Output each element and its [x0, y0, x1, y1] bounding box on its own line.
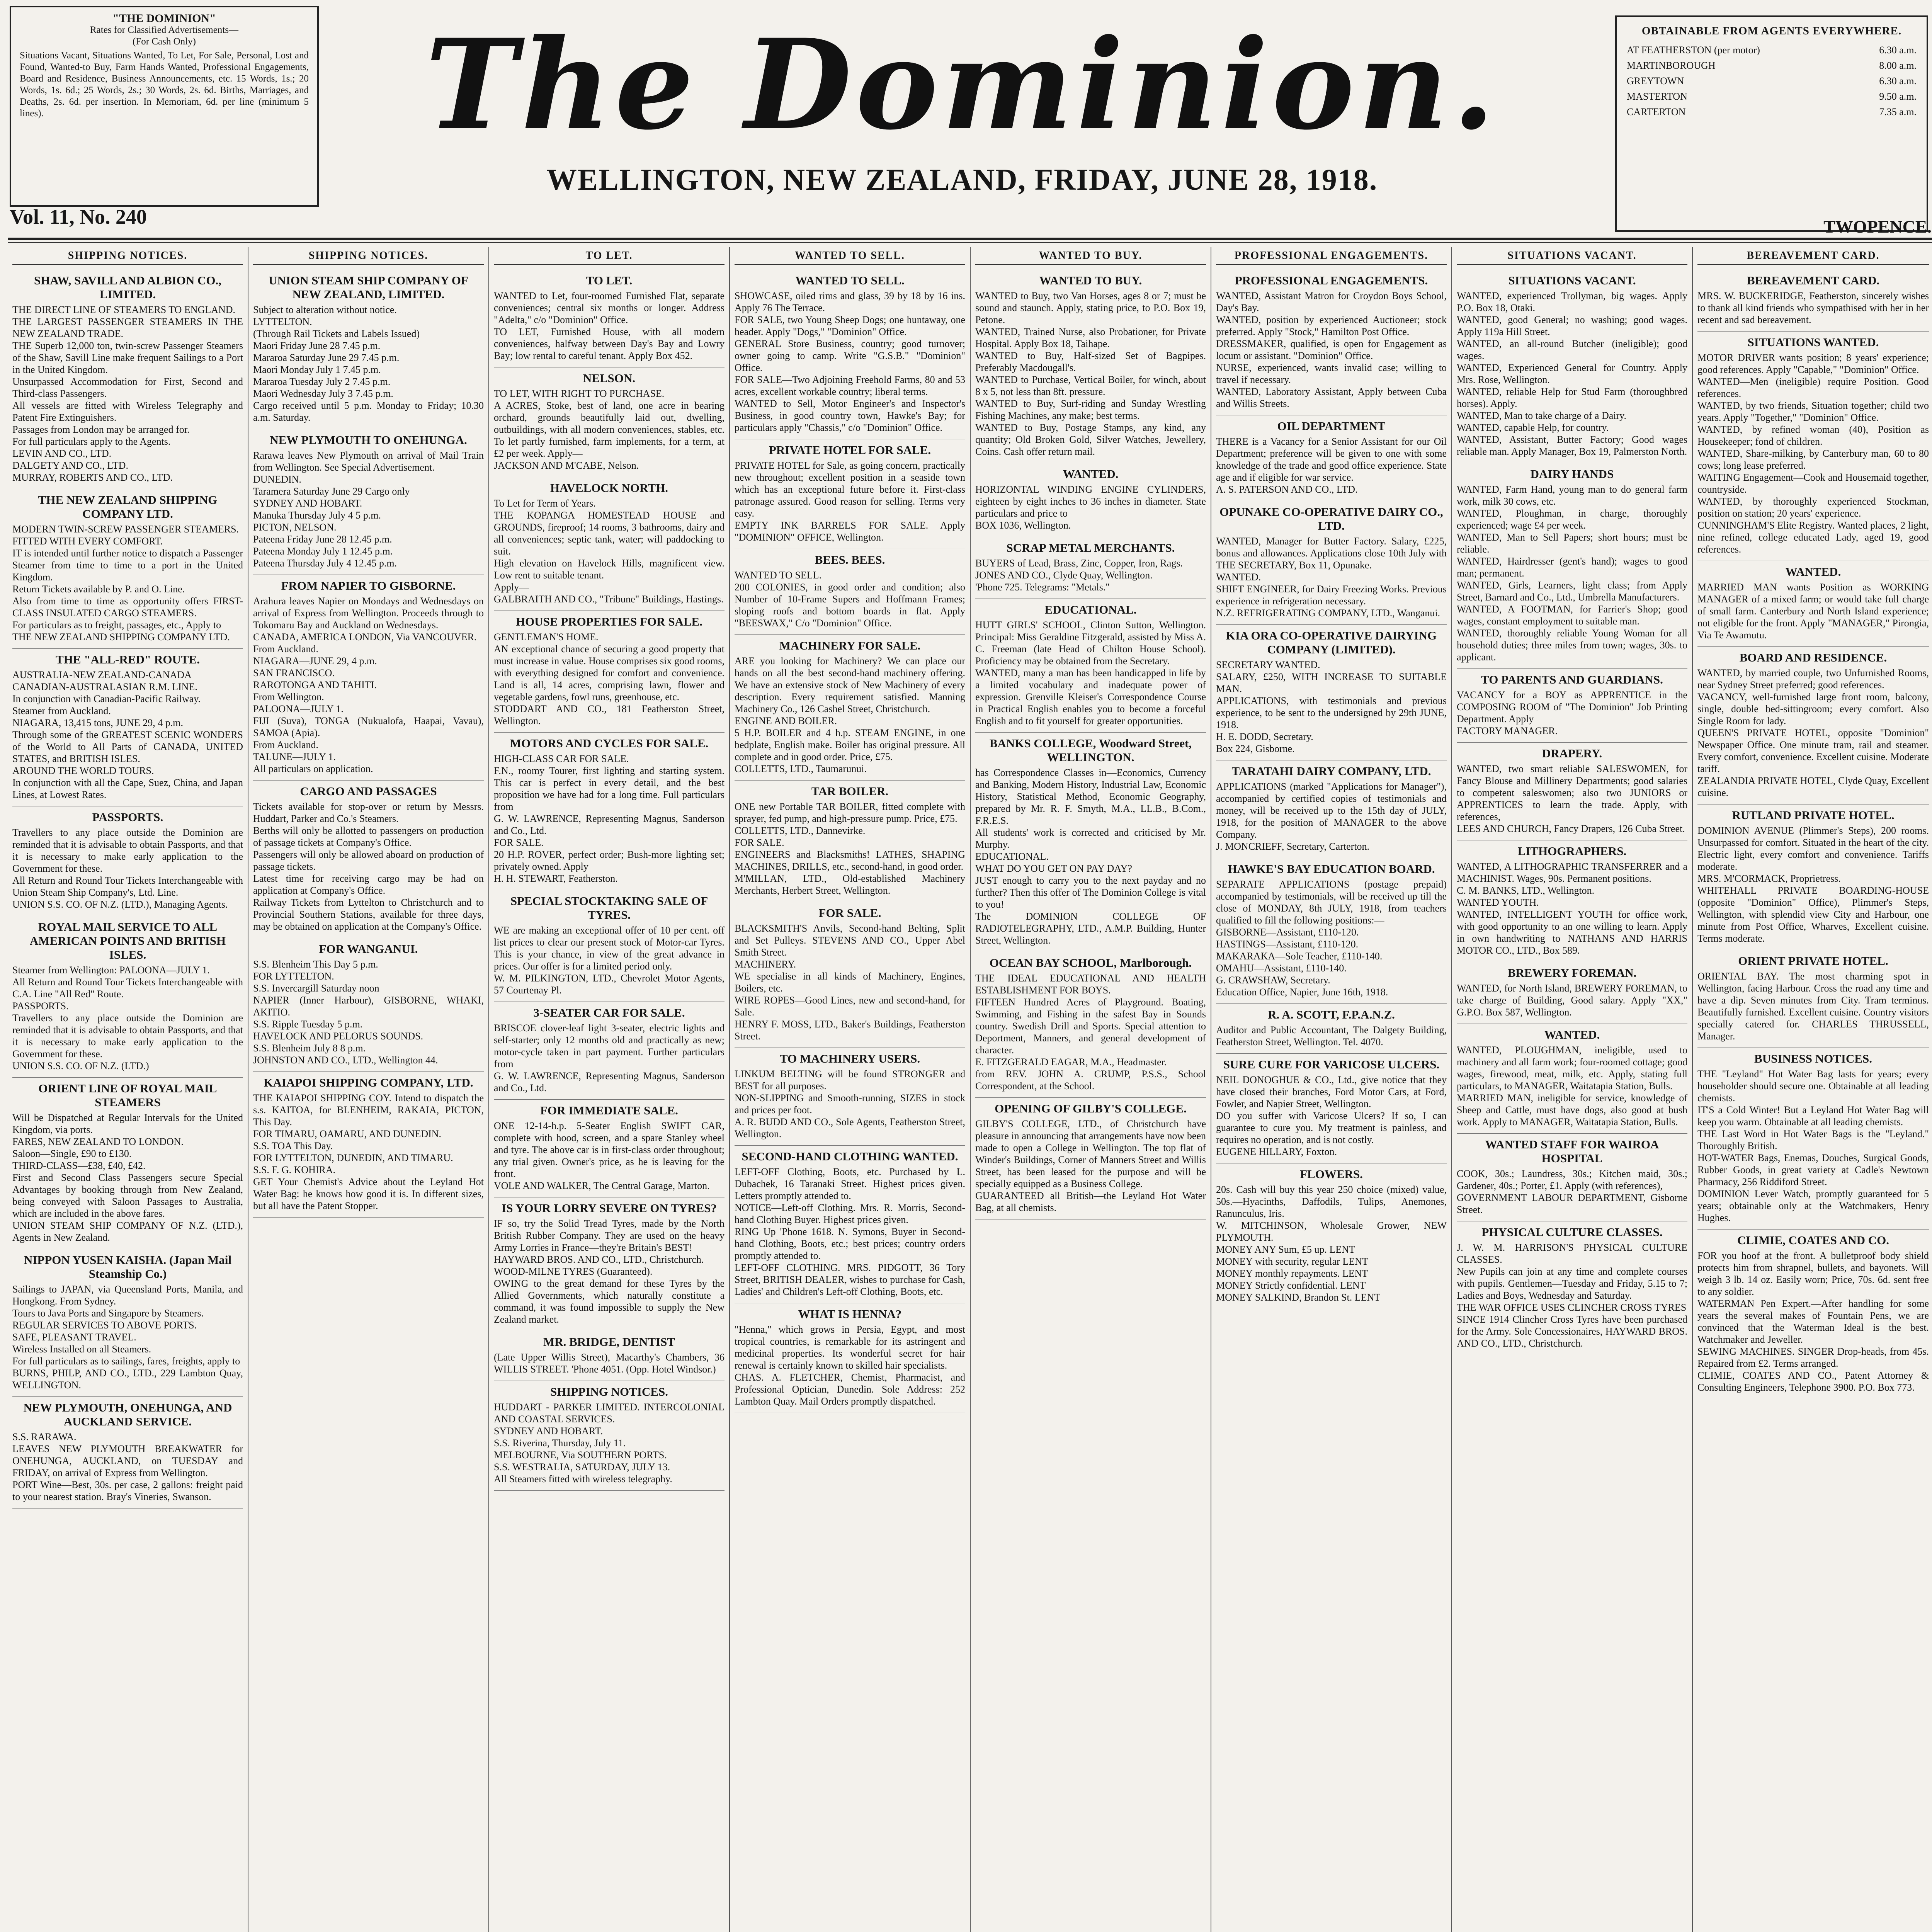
advertisement: [1457, 669, 1687, 743]
advertisement: [494, 270, 724, 367]
advertisement-body: THE KAIAPOI SHIPPING COY. Intend to dispatch the s.s. KAITOA, for BLENHEIM, RAKAIA, PICTON, This Day. FOR TIMARU, OAMARU, AND DUNEDIN. S.S. TOA This Day. FOR LYTTELTON, DUNEDIN, AND TIMARU. S.S. F. G. KOHIRA. GET Your Chemist's Advice about the Leyland Hot Water Bag: he knows how good it is. In different sizes, but all have the Patent Stopper.: [253, 1092, 484, 1211]
advertisement-heading: SITUATIONS WANTED.: [1747, 335, 1879, 349]
advertisement-body: MOTOR DRIVER wants position; 8 years' experience; good references. Apply "Capable," "Dominion" Office. WANTED—Men (ineligible) require Position. Good references. WANTED, by two friends, Situation together; child two years. Apply "Together," "Dominion" Office. WANTED, by refined woman (40), Position as Housekeeper; fond of children. WANTED, Share-milking, by Canterbury man, 60 to 80 cows; long lease preferred. WAITING Engagement—Cook and Housemaid together, countryside. WANTED, by thoroughly experienced Stockman, position on station; 20 years' experience. CUNNINGHAM'S Elite Registry. Wanted places, 2 light, nine refined, college educated Lady, aged 19, good references.: [1697, 352, 1929, 555]
advertisement: [735, 439, 965, 549]
advertisement-body: PRIVATE HOTEL for Sale, as going concern, practically new throughout; excellent position in a seaside town which has an exceptional future before it. First-class patronage assured. Good reason for selling. Terms very easy. EMPTY INK BARRELS FOR SALE. Apply "DOMINION" OFFICE, Wellington.: [735, 460, 965, 543]
advertisement-body: ONE new Portable TAR BOILER, fitted complete with sprayer, fed pump, and high-pressure pump. Price, £75. COLLETTS, LTD., Dannevirke. FOR SALE. ENGINEERS and Blacksmiths! LATHES, SHAPING MACHINES, DRILLS, etc., second-hand, in good order. M'MILLAN, LTD., Old-established Machinery Merchants, Herbert Street, Wellington.: [735, 801, 965, 896]
obtainable-row: [1627, 73, 1917, 89]
column-heading: WANTED TO SELL.: [735, 247, 965, 265]
advertisement: [975, 952, 1206, 1098]
rates-body: Situations Vacant, Situations Wanted, To Let, For Sale, Personal, Lost and Found, Wanted-to Buy, Farm Hands Wanted, Professional Engagements, Board and Residence, Business Announcements, etc. 15 Words, 1s.; 20 Words, 1s. 6d.; 25 Words, 2s.; 30 Words, 2s. 6d. Births, Marriages, and Deaths, 2s. 6d. per insertion. In Memoriam, 6d. per line (minimum 5 lines).: [20, 50, 309, 119]
advertisement-body: Auditor and Public Accountant, The Dalgety Building, Featherston Street, Wellington. Tel. 4070.: [1216, 1024, 1447, 1048]
advertisement-body: Will be Dispatched at Regular Intervals for the United Kingdom, via ports. FARES, NEW ZEALAND TO LONDON. Saloon—Single, £90 to £130. THIRD-CLASS—£38, £40, £42. First and Second Class Passengers secure Special Advantages by booking through from New Zealand, being conveyed with Saloon Passages to Australia, which are included in the above fares. UNION STEAM SHIP COMPANY OF N.Z. (LTD.), Agents in New Zealand.: [12, 1112, 243, 1243]
advertisement-heading: NEW PLYMOUTH TO ONEHUNGA.: [270, 433, 467, 447]
obtainable-row: [1627, 104, 1917, 120]
column-8: [1693, 247, 1932, 1932]
column-4: [730, 247, 971, 1932]
advertisement-body: S.S. Blenheim This Day 5 p.m. FOR LYTTELTON. S.S. Invercargill Saturday noon NAPIER (Inner Harbour), GISBORNE, WHAKI, AKITIO. S.S. Ripple Tuesday 5 p.m. HAVELOCK AND PELORUS SOUNDS. S.S. Blenheim July 8 8 p.m. JOHNSTON AND CO., LTD., Wellington 44.: [253, 959, 484, 1066]
advertisement: [1216, 1163, 1447, 1309]
advertisement-body: "Henna," which grows in Persia, Egypt, and most tropical countries, is remarkable for its astringent and medicinal properties. Its wonderful secret for hair renewal is certainly known to skilled hair specialists. CHAS. A. FLETCHER, Chemist, Pharmacist, and Professional Optician, Dunedin. Sole Address: 252 Lambton Quay. Mail Orders promptly dispatched.: [735, 1324, 965, 1407]
advertisement-heading: SURE CURE FOR VARICOSE ULCERS.: [1223, 1058, 1440, 1071]
obtainable-place: GREYTOWN: [1627, 75, 1684, 87]
advertisement: [1697, 270, 1929, 332]
advertisement-heading: BEES. BEES.: [815, 553, 885, 566]
advertisement: [494, 1197, 724, 1331]
advertisement-heading: WANTED.: [1063, 467, 1119, 481]
advertisement-heading: OPUNAKE CO-OPERATIVE DAIRY CO., LTD.: [1219, 505, 1443, 532]
advertisement-heading: MR. BRIDGE, DENTIST: [543, 1335, 675, 1349]
advertisement: [1457, 1221, 1687, 1355]
advertisement: [494, 477, 724, 611]
advertisement-heading: BREWERY FOREMAN.: [1507, 966, 1637, 980]
column-heading: BEREAVEMENT CARD.: [1697, 247, 1929, 265]
obtainable-time: 6.30 a.m.: [1879, 44, 1917, 56]
advertisement: [494, 1331, 724, 1381]
advertisement: [12, 916, 243, 1078]
advertisement: [1216, 760, 1447, 858]
advertisement-heading: FOR WANGANUI.: [319, 942, 418, 956]
advertisement-heading: TAR BOILER.: [811, 784, 889, 798]
advertisement-body: J. W. M. HARRISON'S PHYSICAL CULTURE CLASSES. New Pupils can join at any time and complete courses with pupils. Gentlemen—Tuesday and Friday, 5.15 to 7; Ladies and Boys, Wednesday and Saturday. THE WAR OFFICE USES CLINCHER CROSS TYRES SINCE 1914 Clincher Cross Tyres have been purchased for the Army. Sole Concessionaires, HAYWARD BROS. AND CO., LTD., Christchurch.: [1457, 1242, 1687, 1349]
advertisement: [735, 549, 965, 635]
advertisement-heading: UNION STEAM SHIP COMPANY OF NEW ZEALAND, LIMITED.: [269, 274, 468, 301]
advertisement-body: MODERN TWIN-SCREW PASSENGER STEAMERS. FITTED WITH EVERY COMFORT. IT is intended until further notice to dispatch a Passenger Steamer from time to time to a port in the United Kingdom. Return Tickets available by P. and O. Line. Also from time to time as opportunity offers FIRST-CLASS INSULATED CARGO STEAMERS. For particulars as to freight, passages, etc., Apply to THE NEW ZEALAND SHIPPING COMPANY LTD.: [12, 524, 243, 643]
column-heading: SHIPPING NOTICES.: [253, 247, 484, 265]
advertisement: [735, 1146, 965, 1303]
advertisement-body: MRS. W. BUCKERIDGE, Featherston, sincerely wishes to thank all kind friends who sympathised with her in her recent and sad bereavement.: [1697, 290, 1929, 325]
advertisement-body: COOK, 30s.; Laundress, 30s.; Kitchen maid, 30s.; Gardener, 40s.; Porter, £1. Apply (with references), GOVERNMENT LABOUR DEPARTMENT, Gisborne Street.: [1457, 1168, 1687, 1215]
advertisement: [1216, 625, 1447, 760]
advertisement-heading: RUTLAND PRIVATE HOTEL.: [1732, 808, 1895, 822]
advertisement: [1457, 840, 1687, 962]
advertisement-heading: 3-SEATER CAR FOR SALE.: [533, 1006, 685, 1019]
advertisement-body: THERE is a Vacancy for a Senior Assistant for our Oil Department; preference will be given to one with some knowledge of the trade and good office experience. State age and if eligible for war service. A. S. PATERSON AND CO., LTD.: [1216, 436, 1447, 495]
advertisement: [735, 1303, 965, 1413]
advertisement-heading: THE "ALL-RED" ROUTE.: [56, 653, 200, 666]
column-5: [971, 247, 1211, 1932]
advertisement-body: Rarawa leaves New Plymouth on arrival of Mail Train from Wellington. See Special Advertisement. DUNEDIN. Taramera Saturday June 29 Cargo only SYDNEY AND HOBART. Manuka Thursday July 4 5 p.m. PICTON, NELSON. Pateena Friday June 28 12.45 p.m. Pateena Monday July 1 12.45 p.m. Pateena Thursday July 4 12.45 p.m.: [253, 450, 484, 569]
advertisement-heading: ROYAL MAIL SERVICE TO ALL AMERICAN POINTS AND BRITISH ISLES.: [29, 920, 226, 961]
advertisement: [735, 270, 965, 439]
obtainable-title: OBTAINABLE FROM AGENTS EVERYWHERE.: [1641, 25, 1902, 37]
advertisement-body: GENTLEMAN'S HOME. AN exceptional chance of securing a good property that must increase in value. House comprises six good rooms, with everything designed for comfort and convenience. Land is all, 14 acres, comprising lawn, flower and vegetable gardens, fowl runs, greenhouse, etc. STODDART AND CO., 181 Featherston Street, Wellington.: [494, 631, 724, 726]
advertisement-body: SHOWCASE, oiled rims and glass, 39 by 18 by 16 ins. Apply 76 The Terrace. FOR SALE, two Young Sheep Dogs; one huntaway, one header. Apply "Dogs," "Dominion" Office. GENERAL Store Business, country; good turnover; owner going to camp. Write "G.S.B." "Dominion" Office. FOR SALE—Two Adjoining Freehold Farms, 80 and 53 acres, excellent workable country; liberal terms. WANTED to Sell, Motor Engineer's and Inspector's Business, in good country town, Hawke's Bay; for particulars apply "Chassis," c/o "Dominion" Office.: [735, 290, 965, 433]
advertisement: [735, 902, 965, 1048]
volume-number: Vol. 11, No. 240: [10, 205, 147, 228]
advertisement-body: WANTED, A LITHOGRAPHIC TRANSFERRER and a MACHINIST. Wages, 90s. Permanent positions. C. M. BANKS, LTD., Wellington. WANTED YOUTH. WANTED, INTELLIGENT YOUTH for office work, with good opportunity to an one willing to learn. Apply in own handwriting to NATHANS AND HARRIS MOTOR CO., LTD., Box 589.: [1457, 861, 1687, 956]
advertisement-heading: TO PARENTS AND GUARDIANS.: [1481, 673, 1663, 686]
advertisement-heading: NEW PLYMOUTH, ONEHUNGA, AND AUCKLAND SERVICE.: [23, 1401, 232, 1428]
advertisement-body: WANTED, by married couple, two Unfurnished Rooms, near Sydney Street preferred; good references. VACANCY, well-furnished large front room, balcony, single, double bed-sittingroom; every comfort. Also Single Room for lady. QUEEN'S PRIVATE HOTEL, opposite "Dominion" Newspaper Office. One minute tram, rail and steamer. Every comfort, convenience. Excellent cuisine. Moderate tariff. ZEALANDIA PRIVATE HOTEL, Clyde Quay, Excellent cuisine.: [1697, 667, 1929, 798]
advertisement-heading: HAWKE'S BAY EDUCATION BOARD.: [1228, 862, 1435, 876]
rates-subtitle: Rates for Classified Advertisements—: [90, 25, 238, 35]
advertisement-body: WANTED, Farm Hand, young man to do general farm work, milk 30 cows, etc. WANTED, Ploughman, in charge, thoroughly experienced; wage £4 per week. WANTED, Man to Sell Papers; short hours; must be reliable. WANTED, Hairdresser (gent's hand); wages to good man; permanent. WANTED, Girls, Learners, light class; from Apply Street, Barnard and Co., Ltd., Umbrella Manufacturers. WANTED, A FOOTMAN, for Farrier's Shop; good wages, constant employment to suitable man. WANTED, thoroughly reliable Young Woman for all household duties; three miles from town; wages, 30s. to applicant.: [1457, 484, 1687, 663]
advertisement-body: DOMINION AVENUE (Plimmer's Steps), 200 rooms. Unsurpassed for comfort. Situated in the heart of the city. Electric light, every comfort and convenience. Tariffs moderate. MRS. M'CORMACK, Proprietress. WHITEHALL PRIVATE BOARDING-HOUSE (opposite "Dominion" Office), Plimmer's Steps, Wellington, with splendid view City and Harbour, one minute from Post Office, Wharves, Excellent cuisine. Terms moderate.: [1697, 825, 1929, 944]
advertisement-body: VACANCY for a BOY as APPRENTICE in the COMPOSING ROOM of "The Dominion" Job Printing Department. Apply FACTORY MANAGER.: [1457, 689, 1687, 736]
advertisement-heading: DRAPERY.: [1542, 747, 1602, 760]
dateline: WELLINGTON, NEW ZEALAND, FRIDAY, JUNE 28, 1918.: [546, 163, 1378, 196]
advertisement-heading: FLOWERS.: [1300, 1167, 1363, 1181]
advertisement: [253, 781, 484, 938]
advertisement-heading: KIA ORA CO-OPERATIVE DAIRYING COMPANY (LIMITED).: [1226, 629, 1437, 656]
advertisement-body: WANTED, for North Island, BREWERY FOREMAN, to take charge of Building, Good salary. Apply "XX," G.P.O. Box 587, Wellington.: [1457, 983, 1687, 1018]
advertisement: [253, 429, 484, 575]
advertisement: [975, 1098, 1206, 1219]
advertisement-heading: SHIPPING NOTICES.: [550, 1385, 668, 1398]
obtainable-row: [1627, 58, 1917, 73]
advertisement: [12, 649, 243, 806]
obtainable-place: MASTERTON: [1627, 91, 1687, 102]
advertisement-heading: SITUATIONS VACANT.: [1508, 274, 1636, 287]
masthead-rule-thin: [8, 242, 1932, 243]
advertisement: [1697, 1048, 1929, 1230]
advertisement-body: BUYERS of Lead, Brass, Zinc, Copper, Iron, Rags. JONES AND CO., Clyde Quay, Wellington. 'Phone 725. Telegrams: "Metals.": [975, 558, 1183, 593]
advertisement-heading: TO LET.: [586, 274, 633, 287]
obtainable-row: [1627, 89, 1917, 104]
advertisement-body: THE "Leyland" Hot Water Bag lasts for years; every householder should secure one. Obtainable at all leading chemists. IT'S a Cold Winter! But a Leyland Hot Water Bag will keep you warm. Obtainable at all leading chemists. THE Last Word in Hot Water Bags is the "Leyland." Thoroughly British. HOT-WATER Bags, Enemas, Douches, Surgical Goods, Rubber Goods, in great variety at Cadle's Newtown Pharmacy, 256 Riddiford Street. DOMINION Lever Watch, promptly guaranteed for 5 years; obtainable only at the Watchmakers, Henry Hughes.: [1697, 1068, 1929, 1223]
advertisement-body: MARRIED MAN wants Position as WORKING MANAGER of a mixed farm; or would take full charge of small farm. Canterbury and North Island experience; not eligible for the front. Apply "MANAGER," Pirongia, Via Te Awamutu.: [1697, 582, 1929, 641]
advertisement-body: To Let for Term of Years. THE KOPANGA HOMESTEAD HOUSE and GROUNDS, fireproof; 14 rooms, 3 bathrooms, dairy and all conveniences; septic tank, water; will paddocking to suit. High elevation on Havelock Hills, magnificent view. Low rent to suitable tenant. Apply— GALBRAITH AND CO., "Tribune" Buildings, Hastings.: [494, 498, 724, 605]
advertisement-body: IF so, try the Solid Tread Tyres, made by the North British Rubber Company. They are used on the heavy Army Lorries in France—they're Britain's BEST! HAYWARD BROS. AND CO., LTD., Christchurch. WOOD-MILNE TYRES (Guaranteed). OWING to the great demand for these Tyres by the Allied Governments, which naturally constitute a command, it was found impossible to supply the New Zealand market.: [494, 1218, 724, 1325]
advertisement-heading: OCEAN BAY SCHOOL, Marlborough.: [989, 956, 1192, 969]
advertisement-body: ORIENTAL BAY. The most charming spot in Wellington, facing Harbour. Cross the road any time and have a dip. Seven minutes from City. Tram terminus. Beautifully furnished. Excellent cuisine. Country visitors specially catered for. CHARLES THRUSSELL, Manager.: [1697, 971, 1929, 1042]
obtainable-row: [1627, 43, 1917, 58]
column-7: [1452, 247, 1693, 1932]
advertisement-heading: SECOND-HAND CLOTHING WANTED.: [742, 1150, 958, 1163]
advertisement: [253, 575, 484, 781]
advertisement: [494, 890, 724, 1002]
advertisement: [1216, 1054, 1447, 1163]
advertisement-heading: BEREAVEMENT CARD.: [1747, 274, 1880, 287]
column-2: [248, 247, 489, 1932]
advertisement-heading: WANTED.: [1785, 565, 1841, 578]
advertisement-heading: FOR SALE.: [818, 906, 881, 920]
advertisement-heading: LITHOGRAPHERS.: [1517, 844, 1627, 858]
advertisement-heading: WANTED TO SELL.: [795, 274, 905, 287]
advertisement-heading: BANKS COLLEGE, Woodward Street, WELLINGTON.: [989, 736, 1192, 764]
obtainable-time: 7.35 a.m.: [1879, 106, 1917, 117]
columns-container: [8, 247, 1932, 1932]
advertisement: [1216, 1004, 1447, 1054]
advertisement-heading: FROM NAPIER TO GISBORNE.: [281, 579, 456, 592]
advertisement-body: WANTED to Let, four-roomed Furnished Flat, separate conveniences; central six months or longer. Address "Adelta," c/o "Dominion" Office. TO LET, Furnished House, with all modern conveniences, halfway between Day's Bay and Lowry Bay; low rental to careful tenant. Apply Box 452.: [494, 290, 724, 361]
advertisement-body: SECRETARY WANTED. SALARY, £250, WITH INCREASE TO SUITABLE MAN. APPLICATIONS, with testimonials and previous experience, to be sent to the undersigned by 29th JUNE, 1918. H. E. DODD, Secretary. Box 224, Gisborne.: [1216, 659, 1447, 754]
advertisement-body: TO LET, WITH RIGHT TO PURCHASE. A ACRES, Stoke, best of land, one acre in bearing orchard, grounds beautifully laid out, dwelling, outbuildings, with all modern conveniences, stables, etc. To let partly furnished, farm implements, for a term, at £2 per week. Apply— JACKSON AND M'CABE, Nelson.: [494, 388, 724, 471]
advertisement-body: WE are making an exceptional offer of 10 per cent. off list prices to clear our present stock of Motor-car Tyres. This is your chance, in view of the great advance in prices. Our offer is for a limited period only. W. M. PILKINGTON, LTD., Chevrolet Motor Agents, 57 Courtenay Pl.: [494, 925, 724, 996]
advertisement: [494, 1002, 724, 1100]
advertisement-body: GILBY'S COLLEGE, LTD., of Christchurch have pleasure in announcing that arrangements have now been made to open a College in Wellington. The top flat of Winder's Buildings, Corner of Manners Street and Willis Street, has been leased for the purpose and will be specially equipped as a Business College. GUARANTEED all British—the Leyland Hot Water Bag, at all chemists.: [975, 1118, 1206, 1213]
advertisement-heading: BUSINESS NOTICES.: [1754, 1052, 1872, 1065]
advertisement: [735, 781, 965, 902]
advertisement-body: HUTT GIRLS' SCHOOL, Clinton Sutton, Wellington. Principal: Miss Geraldine Fitzgerald, assisted by Miss A. C. Freeman (late Head of Chilton House School). Proficiency may be obtained from the Secretary. WANTED, many a man has been handicapped in life by a limited vocabulary and inadequate power of expression. Grenville Kleiser's Correspondence Course in Practical English enables you to become a forceful English and to fit yourself for greater opportunities.: [975, 619, 1206, 726]
rates-title: "THE DOMINION": [112, 12, 216, 25]
advertisement-heading: FOR IMMEDIATE SALE.: [540, 1104, 678, 1117]
advertisement: [12, 1249, 243, 1397]
advertisement-body: FOR you hoof at the front. A bulletproof body shield protects him from shrapnel, bullets, and bayonets. Will weigh 3 lb. 14 oz. Easily worn; Price, 70s. 6d. sent free to any soldier. WATERMAN Pen Expert.—After handling for some years the several makes of Fountain Pens, we are convinced that the Waterman Ideal is the best. Watchmaker and Jeweller. SEWING MACHINES. SINGER Drop-heads, from 45s. Repaired from £2. Terms arranged. CLIMIE, COATES AND CO., Patent Attorney & Consulting Engineers, Telephone 3900. P.O. Box 773.: [1697, 1250, 1929, 1393]
masthead-rule: [8, 238, 1932, 240]
advertisement-body: WANTED, PLOUGHMAN, ineligible, used to machinery and all farm work; four-roomed cottage; good wages, firewood, meat, milk, etc. Apply, stating full particulars, to MANAGER, Waitatapia Station, Bulls. MARRIED MAN, ineligible for service, knowledge of Sheep and Cattle, must have dogs, also good at bush work. Apply to MANAGER, Waitatapia Station, Bulls.: [1457, 1044, 1687, 1128]
advertisement-heading: THE NEW ZEALAND SHIPPING COMPANY LTD.: [38, 493, 218, 520]
advertisement-body: Travellers to any place outside the Dominion are reminded that it is advisable to obtain Passports, and that it is necessary to make early application to the Government for these. All Return and Round Tour Tickets Interchangeable with Union Steam Ship Company's, Ltd. Line. UNION S.S. CO. OF N.Z. (LTD.), Managing Agents.: [12, 827, 243, 910]
advertisement-heading: CLIMIE, COATES AND CO.: [1737, 1233, 1889, 1247]
advertisement: [1697, 332, 1929, 561]
advertisement-heading: MOTORS AND CYCLES FOR SALE.: [510, 736, 709, 750]
advertisement-body: WANTED, Manager for Butter Factory. Salary, £225, bonus and allowances. Applications close 10th July with THE SECRETARY, Box 11, Opunake. WANTED. SHIFT ENGINEER, for Dairy Freezing Works. Previous experience in refrigeration necessary. N.Z. REFRIGERATING COMPANY, LTD., Wanganui.: [1216, 536, 1447, 619]
advertisement-body: HORIZONTAL WINDING ENGINE CYLINDERS, eighteen by eight inches to 36 inches in diameter. State particulars and price to BOX 1036, Wellington.: [975, 484, 1206, 531]
advertisement-heading: EDUCATIONAL.: [1044, 603, 1137, 616]
advertisement-body: Subject to alteration without notice. LYTTELTON. (Through Rail Tickets and Labels Issued) Maori Friday June 28 7.45 p.m. Mararoa Saturday June 29 7.45 p.m. Maori Monday July 1 7.45 p.m. Mararoa Tuesday July 2 7.45 p.m. Maori Wednesday July 3 7.45 p.m. Cargo received until 5 p.m. Monday to Friday; 10.30 a.m. Saturday.: [253, 304, 484, 423]
advertisement: [1457, 962, 1687, 1024]
advertisement-body: LINKUM BELTING will be found STRONGER and BEST for all purposes. NON-SLIPPING and Smooth-running, SIZES in stock and prices per foot. A. R. BUDD AND CO., Sole Agents, Featherston Street, Wellington.: [735, 1068, 965, 1139]
advertisement-heading: NIPPON YUSEN KAISHA. (Japan Mail Steamship Co.): [24, 1253, 232, 1281]
advertisement: [1216, 858, 1447, 1004]
obtainable-place: MARTINBOROUGH: [1627, 60, 1716, 71]
advertisement: [253, 938, 484, 1072]
advertisement-body: HUDDART - PARKER LIMITED. INTERCOLONIAL AND COASTAL SERVICES. SYDNEY AND HOBART. S.S. Riverina, Thursday, July 11. MELBOURNE, Via SOUTHERN PORTS. S.S. WESTRALIA, SATURDAY, JULY 13. All Steamers fitted with wireless telegraphy.: [494, 1401, 724, 1485]
advertisement: [494, 733, 724, 890]
advertisement: [975, 733, 1206, 952]
obtainable-time: 6.30 a.m.: [1879, 75, 1917, 87]
advertisement-heading: OIL DEPARTMENT: [1277, 419, 1386, 433]
advertisement-body: 20s. Cash will buy this year 250 choice (mixed) value, 50s.—Hyacinths, Daffodils, Tulips, Anemones, Ranunculus, Iris. W. MITCHINSON, Wholesale Grower, NEW PLYMOUTH. MONEY ANY Sum, £5 up. LENT MONEY with security, regular LENT MONEY monthly repayments. LENT MONEY Strictly confidential. LENT MONEY SALKIND, Brandon St. LENT: [1216, 1184, 1447, 1303]
advertisement-body: Sailings to JAPAN, via Queensland Ports, Manila, and Hongkong. From Sydney. Tours to Java Ports and Singapore by Steamers. REGULAR SERVICES TO ABOVE PORTS. SAFE, PLEASANT TRAVEL. Wireless Installed on all Steamers. For full particulars as to sailings, fares, freights, apply to BURNS, PHILP, AND CO., LTD., 229 Lambton Quay, WELLINGTON.: [12, 1284, 243, 1391]
advertisement-body: ONE 12-14-h.p. 5-Seater English SWIFT CAR, complete with hood, screen, and a spare Stanley wheel and tyre. The above car is in first-class order throughout; any trial given. Owner's price, as he is leaving for the front. VOLE AND WALKER, The Central Garage, Marton.: [494, 1120, 724, 1191]
advertisement-heading: ORIENT PRIVATE HOTEL.: [1738, 954, 1888, 968]
obtainable-time: 8.00 a.m.: [1879, 60, 1917, 71]
obtainable-time: 9.50 a.m.: [1879, 91, 1917, 102]
column-heading: TO LET.: [494, 247, 724, 265]
advertisement-heading: WANTED STAFF FOR WAIROA HOSPITAL: [1485, 1138, 1659, 1165]
advertisement-body: ARE you looking for Machinery? We can place our hands on all the best second-hand machinery offering. We have an extensive stock of New Machinery of every description. Every requirement satisfied. Manning Machinery Co., 126 Cashel Street, Christchurch. ENGINE AND BOILER. 5 H.P. BOILER and 4 h.p. STEAM ENGINE, in one bedplate, English make. Boiler has original pressure. All complete and in good order. Price, £75. COLLETTS, LTD., Taumarunui.: [735, 655, 965, 774]
newspaper-title: The Dominion.: [425, 12, 1499, 157]
advertisement-body: BRISCOE clover-leaf light 3-seater, electric lights and self-starter; only 12 months old and practically as new; motor-cycle taken in part payment. Further particulars from G. W. LAWRENCE, Representing Magnus, Sanderson and Co., Ltd.: [494, 1022, 724, 1094]
advertisement: [1457, 743, 1687, 840]
advertisement-body: SEPARATE APPLICATIONS (postage prepaid) accompanied by testimonials, will be received up till the close of MONDAY, 8th JULY, 1918, from teachers qualified to fill the following positions:— GISBORNE—Assistant, £110-120. HASTINGS—Assistant, £110-120. MAKARAKA—Sole Teacher, £110-140. OMAHU—Assistant, £110-140. G. CRAWSHAW, Secretary. Education Office, Napier, June 16th, 1918.: [1216, 879, 1447, 998]
advertisement-body: APPLICATIONS (marked "Applications for Manager"), accompanied by certified copies of testimonials and money, will be received up to the 15th day of JULY, 1918, for the position of MANAGER to the above Company. J. MONCRIEFF, Secretary, Carterton.: [1216, 781, 1447, 852]
advertisement-body: WANTED TO SELL. 200 COLONIES, in good order and condition; also Number of 10-Frame Supers and Hoffmann Frames; sloping roofs and bottom boards in flat. Apply "BEESWAX," C/o "Dominion" Office.: [735, 570, 965, 629]
advertisement-body: THE DIRECT LINE OF STEAMERS TO ENGLAND. THE LARGEST PASSENGER STEAMERS IN THE NEW ZEALAND TRADE. THE Superb 12,000 ton, twin-screw Passenger Steamers of the Shaw, Savill Line make frequent Sailings to a Port in the United Kingdom. Unsurpassed Accommodation for First, Second and Third-class Passengers. All vessels are fitted with Wireless Telegraphy and Patent Fire Extinguishers. Passages from London may be arranged for. For full particulars apply to the Agents. LEVIN AND CO., LTD. DALGETY AND CO., LTD. MURRAY, ROBERTS AND CO., LTD.: [12, 304, 243, 483]
advertisement: [1457, 463, 1687, 669]
advertisement: [975, 463, 1206, 537]
obtainable-list: [1627, 43, 1917, 120]
column-3: [489, 247, 730, 1932]
advertisement-heading: HOUSE PROPERTIES FOR SALE.: [516, 615, 702, 628]
rates-cash-note: (For Cash Only): [133, 36, 196, 47]
advertisement: [975, 537, 1206, 599]
advertisement-heading: WANTED TO BUY.: [1039, 274, 1142, 287]
column-6: [1211, 247, 1452, 1932]
advertisement-heading: BOARD AND RESIDENCE.: [1739, 651, 1887, 664]
advertisement-heading: IS YOUR LORRY SEVERE ON TYRES?: [502, 1201, 717, 1215]
classified-rates-box: [10, 6, 319, 207]
column-heading: SITUATIONS VACANT.: [1457, 247, 1687, 265]
advertisement-heading: HAVELOCK NORTH.: [550, 481, 668, 495]
column-heading: PROFESSIONAL ENGAGEMENTS.: [1216, 247, 1447, 265]
advertisement-body: Steamer from Wellington: PALOONA—JULY 1. All Return and Round Tour Tickets Interchangeable with C.A. Line "All Red" Route. PASSPORTS. Travellers to any place outside the Dominion are reminded that it is advisable to obtain Passports, and that it is necessary to make early application to the Government for these. UNION S.S. CO. OF N.Z. (LTD.): [12, 964, 243, 1071]
advertisement-heading: WHAT IS HENNA?: [798, 1307, 902, 1321]
advertisement: [975, 270, 1206, 463]
advertisement: [494, 1381, 724, 1491]
advertisement: [494, 1100, 724, 1197]
advertisement-body: WANTED, two smart reliable SALESWOMEN, for Fancy Blouse and Millinery Departments; good salaries to competent saleswomen; also two JUNIORS or APPRENTICES to learn the trade. Apply, with references, LEES AND CHURCH, Fancy Drapers, 126 Cuba Street.: [1457, 763, 1687, 834]
advertisement-body: S.S. RARAWA. LEAVES NEW PLYMOUTH BREAKWATER for ONEHUNGA, AUCKLAND, on TUESDAY and FRIDAY, on arrival of Express from Wellington. PORT Wine—Best, 30s. per case, 2 gallons: freight paid to your nearest station. Bray's Vineries, Swanson.: [12, 1431, 243, 1502]
advertisement-body: NEIL DONOGHUE & CO., Ltd., give notice that they have closed their branches, Ford Motor Cars, at Ford, Fowler, and Napier Street, Wellington. DO you suffer with Varicose Ulcers? If so, I can guarantee to cure you. My treatment is painless, and requires no operation, and is not costly. EUGENE HILLARY, Foxton.: [1216, 1074, 1447, 1157]
advertisement-heading: R. A. SCOTT, F.P.A.N.Z.: [1268, 1008, 1395, 1021]
advertisement: [735, 635, 965, 781]
advertisement: [1697, 561, 1929, 647]
advertisement-body: WANTED to Buy, two Van Horses, ages 8 or 7; must be sound and staunch. Apply, stating price, to P.O. Box 19, Petone. WANTED, Trained Nurse, also Probationer, for Private Hospital. Apply Box 18, Taihape. WANTED to Buy, Half-sized Set of Bagpipes. Preferably Macdougall's. WANTED to Purchase, Vertical Boiler, for winch, about 8 x 5, not less than 8ft. pressure. WANTED to Buy, Surf-riding and Sunday Wrestling Fishing Machines, any make; best terms. WANTED to Buy, Postage Stamps, any kind, any quantity; Old Broken Gold, Silver Watches, Jewellery, Coins. Cash offer return mail.: [975, 290, 1206, 457]
advertisement: [1697, 647, 1929, 804]
advertisement: [1216, 270, 1447, 415]
advertisement: [12, 1397, 243, 1509]
advertisement-heading: NELSON.: [583, 371, 636, 385]
advertisement: [12, 806, 243, 916]
advertisement-body: has Correspondence Classes in—Economics, Currency and Banking, Modern History, Industrial Law, Economic History, Statistical Method, Economic Geography, prepared by Mr. R. F. Smyth, M.A., LL.B., B.Com., F.R.E.S. All students' work is corrected and criticised by Mr. Murphy. EDUCATIONAL. WHAT DO YOU GET ON PAY DAY? JUST enough to carry you to the next payday and no further? Then this offer of The Dominion College is vital to you! The DOMINION COLLEGE OF RADIOTELEGRAPHY, LTD., A.M.P. Building, Hunter Street, Wellington.: [975, 767, 1206, 946]
advertisement-heading: KAIAPOI SHIPPING COMPANY, LTD.: [264, 1076, 473, 1089]
advertisement: [1216, 501, 1447, 625]
advertisement-heading: OPENING OF GILBY'S COLLEGE.: [995, 1102, 1187, 1115]
advertisement-body: Arahura leaves Napier on Mondays and Wednesdays on arrival of Express from Wellington. Proceeds through to Tokomaru Bay and Auckland on Wednesdays. CANADA, AMERICA LONDON, Via VANCOUVER. From Auckland. NIAGARA—JUNE 29, 4 p.m. SAN FRANCISCO. RAROTONGA AND TAHITI. From Wellington. PALOONA—JULY 1. FIJI (Suva), TONGA (Nukualofa, Haapai, Vavau), SAMOA (Apia). From Auckland. TALUNE—JULY 1. All particulars on application.: [253, 595, 484, 774]
column-heading: SHIPPING NOTICES.: [12, 247, 243, 265]
column-heading: WANTED TO BUY.: [975, 247, 1206, 265]
advertisement: [1457, 1134, 1687, 1221]
advertisement: [494, 367, 724, 477]
column-1: [8, 247, 248, 1932]
advertisement-body: Tickets available for stop-over or return by Messrs. Huddart, Parker and Co.'s Steamers. Berths will only be allotted to passengers on production of passage tickets at Company's Office. Passengers will only be allowed aboard on production of passage tickets. Latest time for receiving cargo may be had on application at Company's Office. Railway Tickets from Lyttelton to Christchurch and to Provincial Southern Stations, available for three days, may be obtained on application at the Company's Office.: [253, 801, 484, 932]
advertisement: [12, 1078, 243, 1249]
obtainable-place: CARTERTON: [1627, 106, 1686, 117]
advertisement-heading: SCRAP METAL MERCHANTS.: [1006, 541, 1175, 554]
advertisement-heading: MACHINERY FOR SALE.: [779, 639, 921, 652]
advertisement-heading: ORIENT LINE OF ROYAL MAIL STEAMERS: [38, 1082, 217, 1109]
advertisement-heading: SPECIAL STOCKTAKING SALE OF TYRES.: [510, 894, 708, 922]
obtainable-place: AT FEATHERSTON (per motor): [1627, 44, 1760, 56]
advertisement-heading: PASSPORTS.: [92, 810, 163, 824]
advertisement-heading: TO MACHINERY USERS.: [779, 1052, 920, 1065]
advertisement-body: BLACKSMITH'S Anvils, Second-hand Belting, Split and Set Pulleys. STEVENS AND CO., Upper Abel Smith Street. MACHINERY. WE specialise in all kinds of Machinery, Engines, Boilers, etc. WIRE ROPES—Good Lines, new and second-hand, for Sale. HENRY F. MOSS, LTD., Baker's Buildings, Featherston Street.: [735, 923, 965, 1042]
advertisement-heading: SHAW, SAVILL AND ALBION CO., LIMITED.: [34, 274, 221, 301]
advertisement: [1457, 1024, 1687, 1134]
advertisement: [253, 270, 484, 429]
advertisement: [1457, 270, 1687, 463]
advertisement: [494, 611, 724, 733]
advertisement-body: WANTED, experienced Trollyman, big wages. Apply P.O. Box 18, Otaki. WANTED, good General; no washing; good wages. Apply 119a Hill Street. WANTED, an all-round Butcher (ineligible); good wages. WANTED, Experienced General for Country. Apply Mrs. Rose, Wellington. WANTED, reliable Help for Stud Farm (thoroughbred horses). Apply. WANTED, Man to take charge of a Dairy. WANTED, capable Help, for country. WANTED, Assistant, Butter Factory; Good wages reliable man. Apply Manager, Box 19, Palmerston North.: [1457, 290, 1687, 457]
advertisement: [735, 1048, 965, 1146]
advertisement: [1697, 1230, 1929, 1399]
advertisement-heading: CARGO AND PASSAGES: [300, 784, 437, 798]
advertisement-heading: TARATAHI DAIRY COMPANY, LTD.: [1231, 764, 1431, 778]
obtainable-box: [1615, 15, 1928, 232]
advertisement: [253, 1072, 484, 1218]
advertisement: [1697, 804, 1929, 950]
advertisement-heading: PRIVATE HOTEL FOR SALE.: [769, 443, 931, 457]
price: TWOPENCE.: [1823, 217, 1932, 236]
advertisement-heading: DAIRY HANDS: [1530, 467, 1614, 481]
advertisement-body: LEFT-OFF Clothing, Boots, etc. Purchased by L. Dubachek, 16 Taranaki Street. Highest prices given. Letters promptly attended to. NOTICE—Left-off Clothing. Mrs. R. Morris, Second-hand Clothing Buyer. Highest prices given. RING Up 'Phone 1618. N. Symons, Buyer in Second-hand Clothing, Boots, etc.; best prices; country orders promptly attended to. LEFT-OFF CLOTHING. MRS. PIDGOTT, 36 Tory Street, BRITISH DEALER, wishes to purchase for Cash, Ladies' and Children's Left-off Clothing, Boots, etc.: [735, 1166, 965, 1297]
advertisement-heading: WANTED.: [1544, 1028, 1600, 1041]
advertisement-heading: PHYSICAL CULTURE CLASSES.: [1481, 1225, 1663, 1239]
advertisement-body: WANTED, Assistant Matron for Croydon Boys School, Day's Bay. WANTED, position by experienced Auctioneer; stock preferred. Apply "Stock," Hamilton Post Office. DRESSMAKER, qualified, is open for Engagement as locum or assistant. "Dominion" Office. NURSE, experienced, wants invalid case; willing to travel if necessary. WANTED, Laboratory Assistant, Apply between Cuba and Willis Streets.: [1216, 290, 1447, 409]
advertisement-heading: PROFESSIONAL ENGAGEMENTS.: [1235, 274, 1428, 287]
advertisement: [12, 270, 243, 489]
advertisement-body: AUSTRALIA-NEW ZEALAND-CANADA CANADIAN-AUSTRALASIAN R.M. LINE. In conjunction with Canadian-Pacific Railway. Steamer from Auckland. NIAGARA, 13,415 tons, JUNE 29, 4 p.m. Through some of the GREATEST SCENIC WONDERS of the World to All Parts of CANADA, UNITED STATES, and BRITISH ISLES. AROUND THE WORLD TOURS. In conjunction with all the Cape, Suez, China, and Japan Lines, at Lowest Rates.: [12, 669, 243, 800]
advertisement: [975, 599, 1206, 733]
advertisement-body: (Late Upper Willis Street), Macarthy's Chambers, 36 WILLIS STREET. 'Phone 4051. (Opp. Hotel Windsor.): [494, 1352, 724, 1375]
advertisement: [1697, 950, 1929, 1048]
advertisement-body: THE IDEAL EDUCATIONAL AND HEALTH ESTABLISHMENT FOR BOYS. FIFTEEN Hundred Acres of Playground. Boating, Swimming, and Fishing in the safest Bay in Sounds country. Swedish Drill and Sports. Special attention to Deportment, Manners, and general development of character. E. FITZGERALD EAGAR, M.A., Headmaster. from REV. JOHN A. CRUMP, P.S.S., School Correspondent, at the School.: [975, 973, 1206, 1092]
advertisement: [1216, 415, 1447, 501]
advertisement-body: HIGH-CLASS CAR FOR SALE. F.N., roomy Tourer, first lighting and starting system. This car is perfect in every detail, and the best proposition we have had for a long time. Full particulars from G. W. LAWRENCE, Representing Magnus, Sanderson and Co., Ltd. FOR SALE. 20 H.P. ROVER, perfect order; Bush-more lighting set; privately owned. Apply H. H. STEWART, Featherston.: [494, 753, 724, 884]
masthead: [0, 0, 1932, 236]
advertisement: [12, 489, 243, 649]
